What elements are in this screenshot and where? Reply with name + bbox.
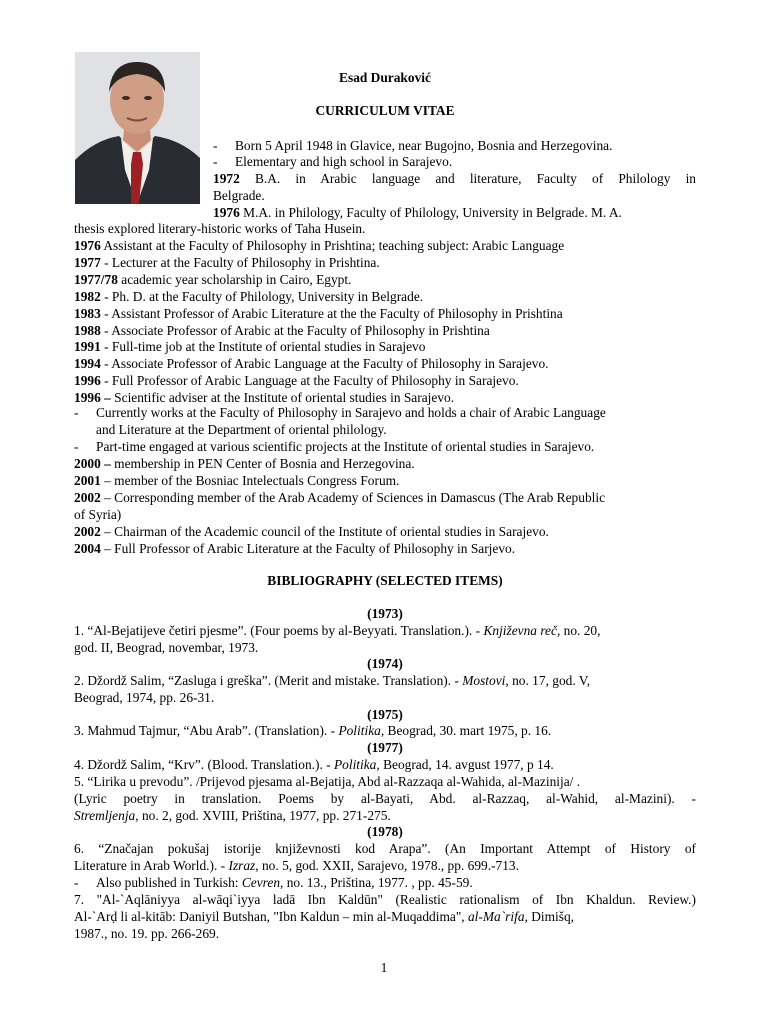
entry-5-line-2: (Lyric poetry in translation. Poems by al-Bayati, Abd. al-Razzaq, al-Wahid, al-Mazini). - (74, 791, 696, 806)
career-text: membership in PEN Center of Bosnia and Herzegovina. (110, 456, 415, 471)
ba-line-1 (213, 170, 696, 187)
career-text: – Chairman of the Academic council of the Institute of oriental studies in Sarajevo. (100, 523, 549, 539)
page-number: 1 (380, 960, 388, 975)
career-text: – member of the Bosniac Intelectuals Congress Forum. (100, 472, 400, 488)
entry-3-line-1 (74, 722, 696, 739)
ma-line-1 (213, 204, 696, 221)
year-1974: (1974) (367, 656, 403, 671)
entry-italic: Cevren (241, 875, 281, 890)
entry-text: no. 20, (560, 623, 601, 638)
entry-text: , no. 2, god. XVIII, Priština, 1977, pp. 271-275. (135, 808, 391, 823)
career-text: - Associate Professor of Arabic at the Faculty of Philosophy in Prishtina (100, 322, 490, 338)
entry-6-line-1: 6. “Značajan pokušaj istorije književnosti kod Arapa”. (An Important Attempt of History of (74, 841, 696, 856)
career-text: academic year scholarship in Cairo, Egypt. (117, 271, 352, 287)
career-year: 1982 (74, 288, 101, 304)
entry-italic: Mostovi (462, 673, 506, 688)
entry-text: , no. 13., Priština, 1977. , pp. 45-59. (280, 875, 473, 890)
career-text: - Assistant Professor of Arabic Literature at the the Faculty of Philosophy in Prishtina (100, 305, 563, 321)
entry-text: Literature in Arab World.). - (74, 858, 229, 873)
entry-italic: Književna reč, (483, 623, 561, 638)
current-text-1: Currently works at the Faculty of Philosophy in Sarajevo and holds a chair of Arabic Language (96, 405, 606, 420)
entry-text: 1. “Al-Bejatijeve četiri pjesme”. (Four poems by al-Beyyati. Translation.). - (74, 623, 484, 638)
entry-text: Al-`Arḍ li al-kitāb: Daniyil Butshan, "Ibn Kaldun – min al-Muqaddima", (74, 909, 468, 924)
career-year: 1991 (74, 339, 101, 355)
career-entry (74, 338, 696, 355)
career-entry (74, 540, 696, 557)
career-entry (74, 288, 696, 305)
entry-text: , Beograd, 30. mart 1975, p. 16. (380, 723, 552, 738)
career-entry (74, 271, 696, 288)
dash: - (74, 405, 79, 420)
entry-italic: Izraz (228, 858, 256, 873)
career-year: 1976 (74, 238, 101, 253)
career-text: - Associate Professor of Arabic Language at the Faculty of Philosophy in Sarajevo. (100, 356, 549, 372)
ma-year: 1976 (213, 205, 240, 220)
career-year: 2001 (74, 472, 101, 488)
entry-7-line-2 (74, 908, 696, 925)
entry-text: 2. Džordž Salim, “Zasluga i greška”. (Merit and mistake. Translation). - (74, 673, 463, 688)
ma-line-2: thesis explored literary-historic works of Taha Husein. (74, 221, 366, 236)
year-1975: (1975) (367, 707, 403, 722)
career-entry (74, 472, 696, 489)
career-entry (74, 322, 696, 339)
school-line (213, 153, 696, 170)
parttime-text: Part-time engaged at various scientific projects at the Institute of oriental studies in Sarajevo. (96, 439, 595, 454)
career-text: Assistant at the Faculty of Philosophy in Prishtina; teaching subject: Arabic Language (100, 238, 565, 253)
career-entry (74, 237, 696, 254)
career-entry (74, 305, 696, 322)
career-year: 2002 (74, 523, 101, 539)
entry-text: , no. 17, god. V, (505, 673, 591, 688)
entry-1-line-2: god. II, Beograd, novembar, 1973. (74, 640, 259, 655)
entry-italic: Politika (333, 757, 377, 772)
ma-text: M.A. in Philology, Faculty of Philology, University in Belgrade. M. A. (239, 205, 622, 220)
entry-6-line-3 (74, 874, 696, 891)
career-year: 1994 (74, 356, 101, 372)
career-text: Scientific adviser at the Institute of oriental studies in Sarajevo. (110, 390, 455, 406)
entry-2-line-1 (74, 672, 696, 689)
career-year: 1996 – (74, 390, 111, 406)
year-1977: (1977) (367, 740, 403, 755)
career-text: – Corresponding member of the Arab Academy of Sciences in Damascus (The Arab Republic (100, 489, 606, 505)
ba-line-2: Belgrade. (213, 188, 265, 203)
career-entry (74, 254, 696, 271)
dash: - (74, 439, 79, 454)
career-text: - Ph. D. at the Faculty of Philology, University in Belgrade. (100, 288, 424, 304)
career-entry (74, 489, 696, 506)
entry-6-line-2 (74, 857, 696, 874)
entry-text: Also published in Turkish: (96, 875, 242, 890)
career-entry (74, 506, 696, 523)
career-text: - Lecturer at the Faculty of Philosophy in Prishtina. (100, 254, 380, 270)
career-text: - Full Professor of Arabic Language at the Faculty of Philosophy in Sarajevo. (100, 373, 519, 389)
dash: - (74, 875, 79, 890)
career-text: of Syria) (74, 506, 122, 522)
entry-1-line-1 (74, 622, 696, 639)
entry-7-line-1: 7. "Al-`Aqlāniyya al-wāqi`iyya ladā Ibn Kaldūn" (Realistic rationalism of Ibn Khaldun. Review.) (74, 892, 696, 907)
entry-4-line-1 (74, 756, 696, 773)
career-entry (74, 372, 696, 389)
born-text: Born 5 April 1948 in Glavice, near Bugojno, Bosnia and Herzegovina. (235, 138, 613, 153)
entry-text: Dimišq, (527, 909, 575, 924)
person-name: Esad Duraković (339, 70, 431, 85)
career-year: 2004 (74, 540, 101, 556)
career-year: 1977 (74, 254, 101, 270)
career-entry (74, 455, 696, 472)
entry-7-line-3: 1987., no. 19. pp. 266-269. (74, 926, 220, 941)
ba-year: 1972 (213, 171, 240, 186)
dash: - (213, 138, 218, 153)
entry-italic: Politika (338, 723, 381, 738)
ba-text: B.A. in Arabic language and literature, Faculty of Philology in (239, 171, 696, 186)
career-text: - Full-time job at the Institute of oriental studies in Sarajevo (100, 339, 426, 355)
entry-5-line-3 (74, 807, 696, 824)
career-year: 1983 (74, 305, 101, 321)
career-text: – Full Professor of Arabic Literature at the Faculty of Philosophy in Sarjevo. (100, 540, 516, 556)
career-year: 1996 (74, 373, 101, 389)
year-1978: (1978) (367, 824, 403, 839)
entry-italic: Stremljenja (74, 808, 136, 823)
year-1973: (1973) (367, 606, 403, 621)
current-line-2: and Literature at the Department of oriental philology. (96, 422, 387, 437)
career-entry (74, 523, 696, 540)
born-line (213, 137, 696, 154)
current-line-1 (74, 404, 696, 421)
career-year: 1977/78 (74, 271, 118, 287)
entry-text: , Beograd, 14. avgust 1977, p 14. (376, 757, 554, 772)
bibliography-heading: BIBLIOGRAPHY (SELECTED ITEMS) (267, 573, 503, 588)
career-entry (74, 355, 696, 372)
parttime-line (74, 438, 696, 455)
school-text: Elementary and high school in Sarajevo. (235, 154, 453, 169)
entry-2-line-2: Beograd, 1974, pp. 26-31. (74, 690, 215, 705)
entry-text: 4. Džordž Salim, “Krv”. (Blood. Translation.). - (74, 757, 334, 772)
dash: - (213, 154, 218, 169)
entry-italic: al-Ma`rifa, (467, 909, 528, 924)
career-year: 2002 (74, 489, 101, 505)
career-year: 2000 – (74, 456, 111, 471)
entry-text: 3. Mahmud Tajmur, “Abu Arab”. (Translation). - (74, 723, 339, 738)
career-year: 1988 (74, 322, 101, 338)
cv-title: CURRICULUM VITAE (315, 103, 455, 118)
entry-text: , no. 5, god. XXII, Sarajevo, 1978., pp. 699.-713. (255, 858, 519, 873)
entry-5-line-1: 5. “Lirika u prevodu”. /Prijevod pjesama al-Bejatija, Abd al-Razzaqa al-Wahida, al-Mazinija/ . (74, 774, 581, 789)
